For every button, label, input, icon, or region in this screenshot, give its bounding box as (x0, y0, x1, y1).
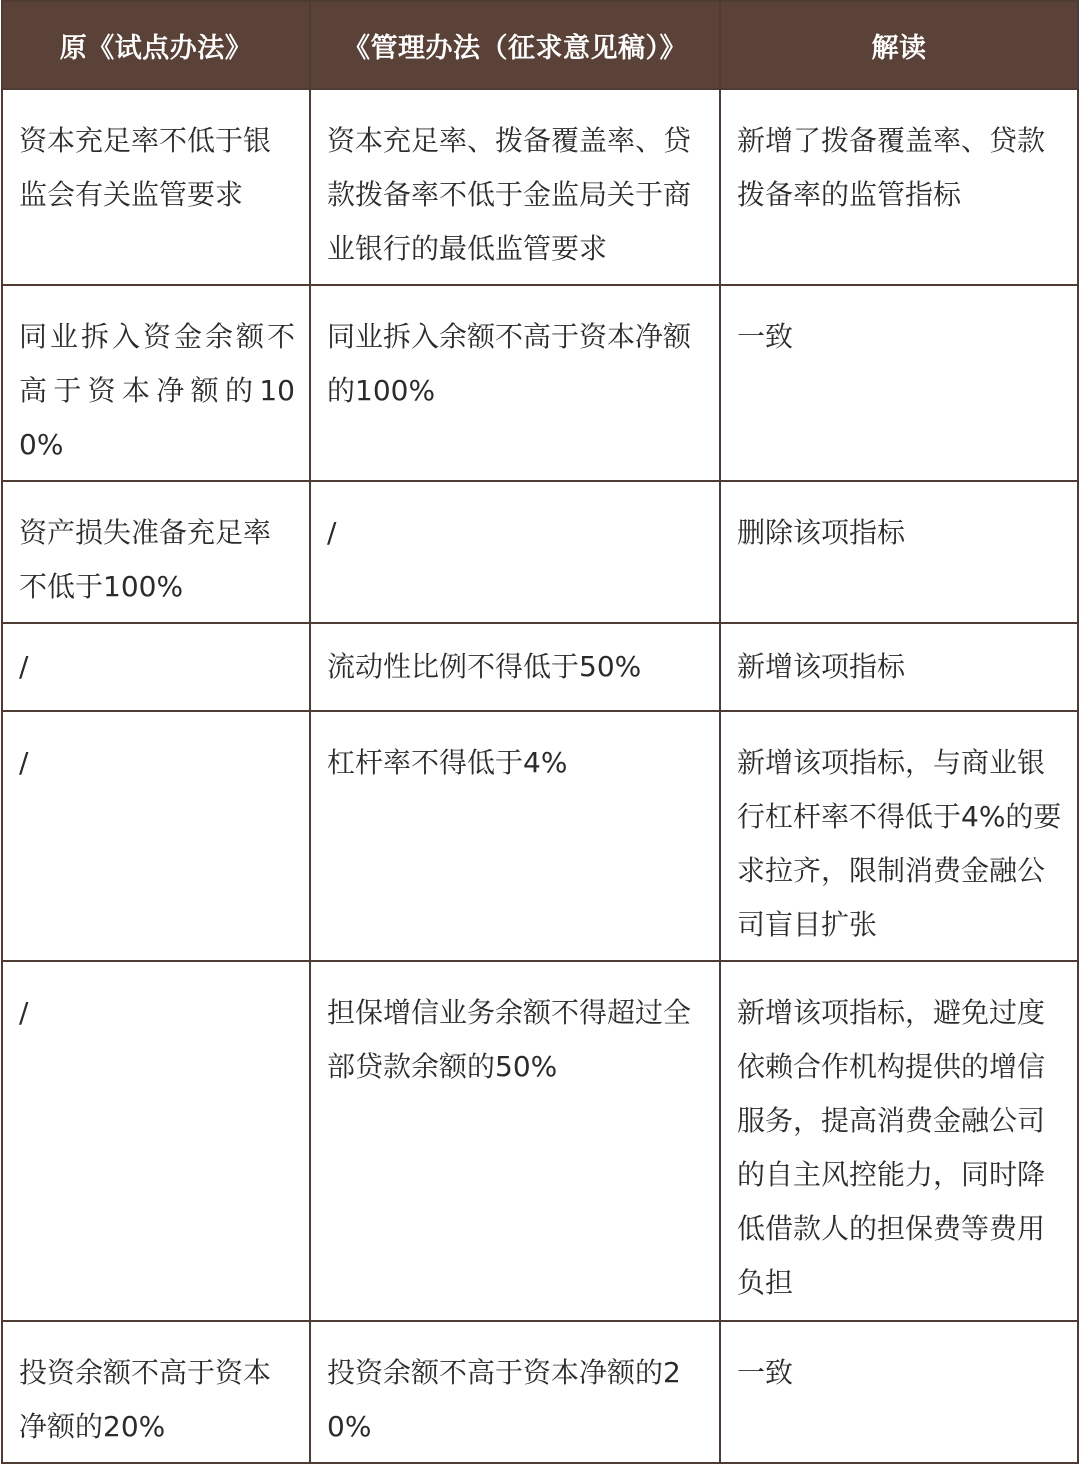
cell-interpretation: 新增该项指标 (720, 623, 1078, 711)
header-interpretation: 解读 (720, 1, 1078, 89)
table-body (2, 89, 1078, 1463)
header-original-rules: 原《试点办法》 (2, 1, 310, 89)
header-row (2, 1, 1078, 89)
cell-interpretation: 一致 (720, 285, 1078, 481)
comparison-table (1, 0, 1079, 1464)
table-row (2, 961, 1078, 1321)
cell-draft: 资本充足率、拨备覆盖率、贷款拨备率不低于金监局关于商业银行的最低监管要求 (310, 89, 720, 285)
cell-interpretation: 新增该项指标，与商业银行杠杆率不得低于4%的要求拉齐，限制消费金融公司盲目扩张 (720, 711, 1078, 961)
table-header (2, 1, 1078, 89)
cell-interpretation: 新增了拨备覆盖率、贷款拨备率的监管指标 (720, 89, 1078, 285)
table-row (2, 285, 1078, 481)
cell-draft: / (310, 481, 720, 623)
cell-original: 资产损失准备充足率不低于100% (2, 481, 310, 623)
cell-original: / (2, 711, 310, 961)
cell-original: / (2, 623, 310, 711)
table-row (2, 89, 1078, 285)
cell-interpretation: 一致 (720, 1321, 1078, 1463)
cell-draft: 担保增信业务余额不得超过全部贷款余额的50% (310, 961, 720, 1321)
cell-draft: 杠杆率不得低于4% (310, 711, 720, 961)
cell-original: 投资余额不高于资本净额的20% (2, 1321, 310, 1463)
table-row (2, 623, 1078, 711)
cell-original: / (2, 961, 310, 1321)
cell-draft: 投资余额不高于资本净额的20% (310, 1321, 720, 1463)
table-row (2, 481, 1078, 623)
header-draft-rules: 《管理办法（征求意见稿）》 (310, 1, 720, 89)
cell-original: 同业拆入资金余额不高于资本净额的100% (2, 285, 310, 481)
cell-draft: 流动性比例不得低于50% (310, 623, 720, 711)
cell-interpretation: 新增该项指标，避免过度依赖合作机构提供的增信服务，提高消费金融公司的自主风控能力，同时降低借款人的担保费等费用负担 (720, 961, 1078, 1321)
cell-draft: 同业拆入余额不高于资本净额的100% (310, 285, 720, 481)
cell-original: 资本充足率不低于银监会有关监管要求 (2, 89, 310, 285)
cell-interpretation: 删除该项指标 (720, 481, 1078, 623)
table-row (2, 1321, 1078, 1463)
table-row (2, 711, 1078, 961)
